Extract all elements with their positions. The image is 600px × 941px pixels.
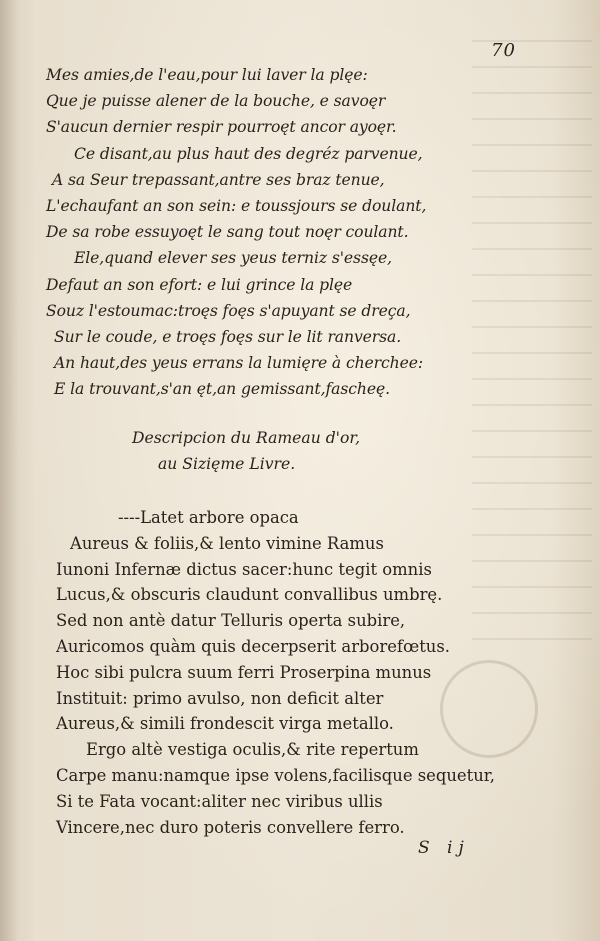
verse-line: Mes amies,de l'eau,pour lui laver la plęe:	[46, 66, 368, 84]
verse-line: Lucus,& obscuris claudunt convallibus umbrę.	[56, 585, 443, 605]
verse-line: Defaut an son efort: e lui grince la plęe	[46, 275, 353, 294]
verse-line: S'aucun dernier respir pourroęt ancor ayoęr.	[46, 118, 397, 137]
verse-line: Carpe manu:namque ipse volens,facilisque sequetur,	[56, 765, 495, 785]
verse-line: De sa robe essuyoęt le sang tout noęr coulant.	[46, 223, 409, 242]
verse-line: A sa Seur trepassant,antre ses braz tenue,	[52, 170, 385, 189]
verse-line: An haut,des yeus errans la lumięre à cherchee:	[54, 354, 424, 373]
verse-line: E la trouvant,s'an ęt,an gemissant,fascheę.	[54, 380, 390, 399]
page-number: 70	[491, 40, 516, 61]
verse-line: ----Latet arbore opaca	[118, 508, 299, 527]
verse-line: Sed non antè datur Telluris operta subire,	[56, 611, 406, 631]
section-heading	[132, 425, 360, 477]
verse-line: Aureus & foliis,& lento vimine Ramus	[70, 533, 384, 553]
signature-mark: S ij	[418, 838, 470, 858]
verse-line: Que je puisse alener de la bouche, e savoęr	[46, 92, 386, 111]
heading-line-2: au Sizięme Livre.	[158, 455, 296, 473]
verse-line: L'echaufant an son sein: e toussjours se doulant,	[46, 197, 427, 216]
verse-line: Ergo altè vestiga oculis,& rite repertum	[86, 740, 419, 760]
verse-line: Instituit: primo avulso, non deficit alter	[56, 688, 384, 708]
verse-line: Auricomos quàm quis decerpserit arborefœtus.	[56, 636, 450, 656]
verse-line: Souz l'estoumac:troęs foęs s'apuyant se dreça,	[46, 301, 411, 320]
gutter-shadow	[0, 0, 18, 941]
verse-line: Hoc sibi pulcra suum ferri Proserpina munus	[56, 662, 432, 682]
verse-line: Sur le coude, e troęs foęs sur le lit ranversa.	[54, 328, 402, 347]
heading-line-1: Descripcion du Rameau d'or,	[132, 429, 361, 447]
verse-line: Ele,quand elever ses yeus terniz s'essęe,	[74, 249, 392, 268]
verse-line: Aureus,& simili frondescit virga metallo.	[56, 714, 394, 734]
verse-line: Vincere,nec duro poteris convellere ferro.	[56, 817, 405, 837]
verse-line: Si te Fata vocant:aliter nec viribus ullis	[56, 791, 383, 811]
french-verse-block	[46, 62, 486, 403]
latin-verse-block	[56, 505, 536, 840]
verse-line: Iunoni Infernæ dictus sacer:hunc tegit omnis	[56, 559, 432, 579]
verse-line: Ce disant,au plus haut des degréz parvenue,	[74, 144, 423, 163]
